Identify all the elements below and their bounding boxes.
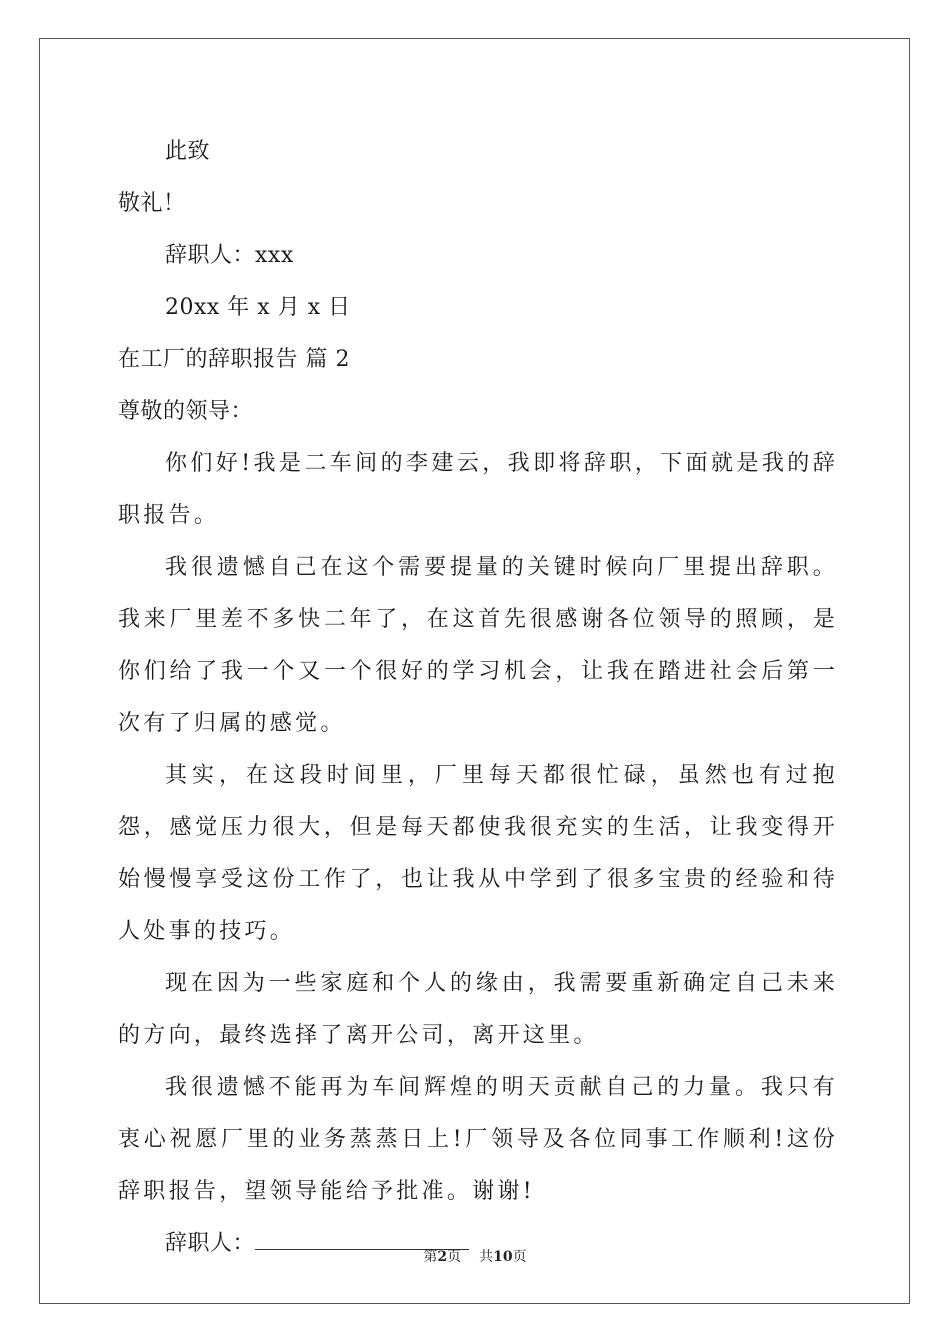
document-body — [118, 126, 838, 1270]
paragraph: 其实，在这段时间里，厂里每天都很忙碌，虽然也有过抱怨，感觉压力很大，但是每天都使我很充实的生活，让我变得开始慢慢享受这份工作了，也让我从中学到了很多宝贵的经验和待人处事的技巧。 — [118, 763, 838, 944]
total-suffix: 页 — [512, 1249, 527, 1265]
paragraph: 你们好!我是二车间的李建云，我即将辞职，下面就是我的辞职报告。 — [118, 451, 838, 528]
paragraph: 我很遗憾自己在这个需要提量的关键时候向厂里提出辞职。我来厂里差不多快二年了，在这首先很感谢各位领导的照顾，是你们给了我一个又一个很好的学习机会，让我在踏进社会后第一次有了归属的感觉。 — [118, 555, 838, 736]
total-prefix: 共 — [479, 1249, 494, 1265]
page-prefix: 第 — [423, 1249, 438, 1265]
page-suffix: 页 — [447, 1249, 462, 1265]
date-line: 20xx 年 x 月 x 日 — [165, 295, 351, 320]
paragraph: 现在因为一些家庭和个人的缘由，我需要重新确定自己未来的方向，最终选择了离开公司，离开这里。 — [118, 971, 838, 1048]
closing-line-2: 敬礼！ — [118, 191, 186, 216]
salutation: 尊敬的领导： — [118, 399, 254, 424]
paragraph: 我很遗憾不能再为车间辉煌的明天贡献自己的力量。我只有衷心祝愿厂里的业务蒸蒸日上!厂领导及各位同事工作顺利!这份辞职报告，望领导能给予批准。谢谢! — [118, 1075, 838, 1204]
page-footer — [0, 1246, 950, 1266]
signer-line: 辞职人：xxx — [165, 243, 294, 268]
closing-line-1: 此致 — [165, 139, 211, 164]
total-pages: 10 — [493, 1249, 513, 1265]
signature-label: 辞职人： — [165, 1231, 256, 1256]
section-title: 在工厂的辞职报告 篇 2 — [118, 347, 350, 372]
page-number: 2 — [437, 1249, 448, 1265]
